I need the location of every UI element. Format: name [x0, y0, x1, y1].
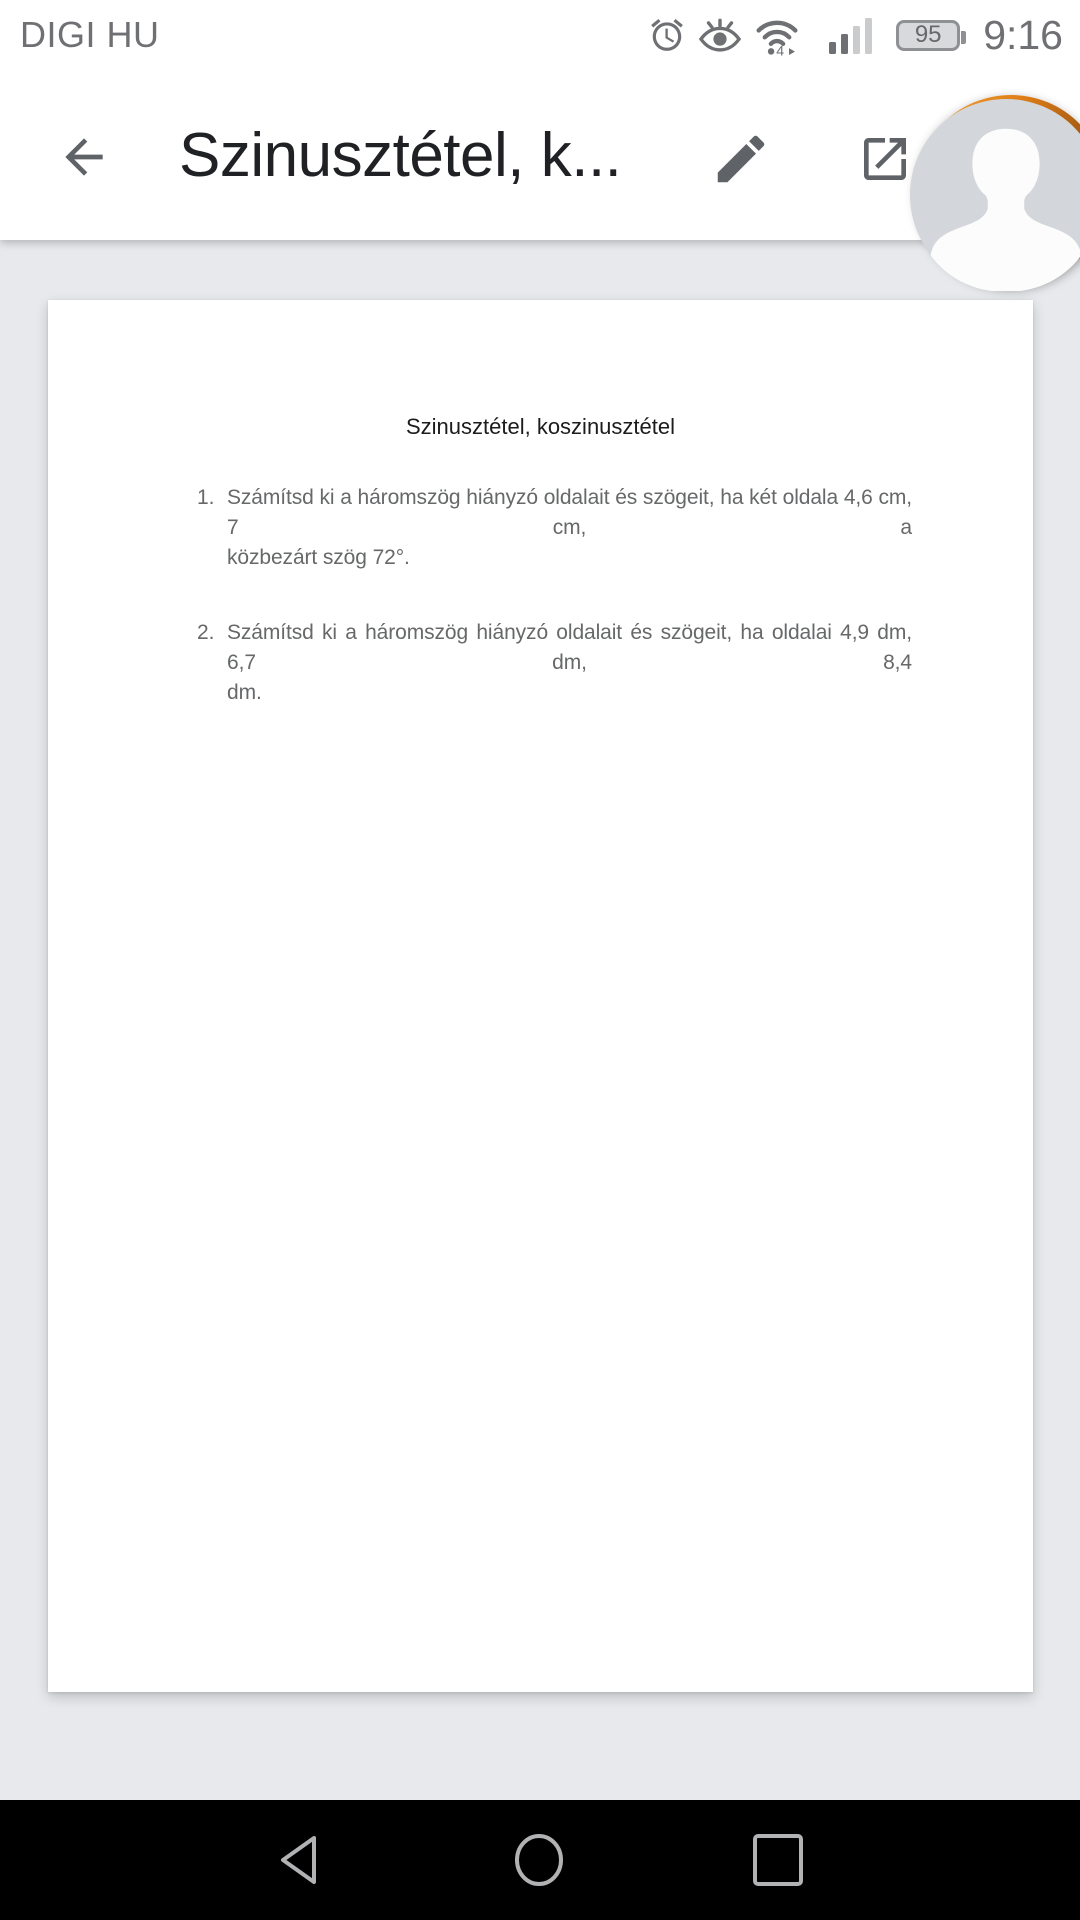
text-line: Számítsd ki a háromszög hiányzó oldalait és szögeit, ha két oldala 4,6 cm, 7 cm, a — [227, 486, 912, 539]
list-number: 1. — [197, 486, 215, 509]
document-page — [48, 300, 1033, 1692]
carrier-label: DIGI HU — [20, 14, 160, 55]
list-item-text — [227, 618, 912, 708]
eye-comfort-icon — [699, 17, 741, 54]
account-avatar[interactable] — [915, 95, 1080, 287]
nav-recents-button[interactable] — [733, 1815, 823, 1905]
text-line: közbezárt szög 72°. — [227, 546, 410, 569]
person-silhouette-icon — [910, 99, 1080, 291]
document-heading: Szinusztétel, koszinusztétel — [405, 414, 676, 439]
open-in-new-button[interactable] — [857, 131, 913, 187]
status-bar — [0, 0, 1080, 70]
text-line: Számítsd ki a háromszög hiányzó oldalait és szögeit, ha oldalai 4,9 dm, 6,7 dm, 8,4 — [227, 621, 912, 674]
list-number: 2. — [197, 621, 215, 644]
top-bar — [0, 0, 1080, 240]
home-circle-icon — [510, 1831, 568, 1889]
back-button[interactable] — [56, 129, 112, 185]
battery-percent: 95 — [914, 21, 942, 48]
open-in-new-icon — [857, 131, 913, 187]
arrow-back-icon — [56, 129, 112, 185]
wifi-icon — [754, 14, 800, 56]
app-bar — [0, 70, 1080, 240]
nav-back-button[interactable] — [254, 1815, 344, 1905]
alarm-icon — [648, 16, 686, 54]
edit-button[interactable] — [710, 128, 772, 190]
list-item-text — [227, 483, 912, 573]
nav-home-button[interactable] — [494, 1815, 584, 1905]
list-item — [197, 483, 912, 573]
signal-strength-icon — [829, 16, 875, 54]
document-title-header: Szinusztétel, k... — [179, 120, 622, 190]
battery-icon — [896, 20, 960, 51]
recents-square-icon — [749, 1831, 807, 1889]
navigation-bar — [0, 1800, 1080, 1920]
pencil-edit-icon — [710, 128, 772, 190]
document-viewer[interactable] — [0, 240, 1080, 1800]
list-item — [197, 618, 912, 708]
status-icons — [648, 12, 1063, 59]
text-line: dm. — [227, 681, 262, 704]
status-time: 9:16 — [983, 11, 1063, 58]
back-triangle-icon — [272, 1831, 326, 1889]
svg-text:4: 4 — [776, 42, 785, 56]
